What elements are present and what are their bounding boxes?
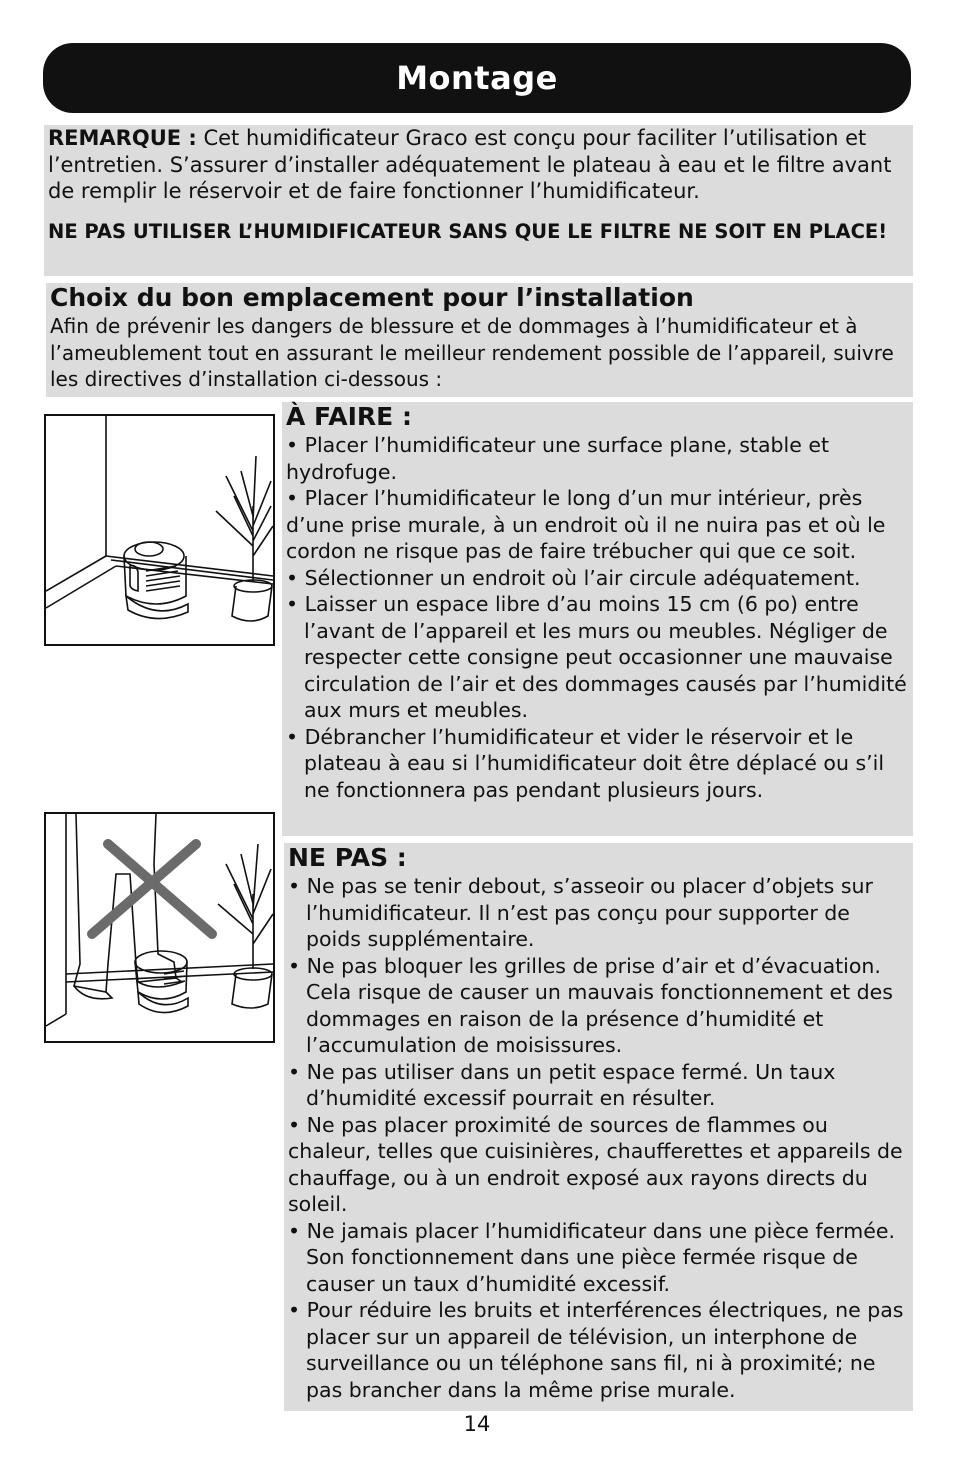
dont-list [288,873,909,1403]
humidifier-near-plant-image [46,416,273,644]
x-mark-icon [92,844,212,934]
placement-heading: Choix du bon emplacement pour l’installation [50,283,694,312]
list-item: • Débrancher l’humidificateur et vider le réservoir et le plateau à eau si l’humidificateur doit être déplacé ou s’il ne fonctionnera pas pendant plusieurs jours. [286,724,885,802]
dont-heading: NE PAS : [288,843,407,872]
note-box [44,125,913,276]
list-item: • Laisser un espace libre d’au moins 15 cm (6 po) entre l’avant de l’appareil et les murs ou meubles. Négliger de respecter cette consigne peut occasionner une mauvaise circulation de l’air et des dommages causés par l’humidité aux murs et meubles. [286,592,907,722]
list-item: • Pour réduire les bruits et interférences électriques, ne pas placer sur un appareil de télévision, un interphone de surveillance ou un téléphone sans fil, ni à proximité; ne pas brancher dans la même prise murale. [288,1298,904,1402]
page-title: Montage [396,59,558,97]
list-item: • Ne jamais placer l’humidificateur dans une pièce fermée. Son fonctionnement dans une pièce fermée risque de causer un taux d’humidité excessif. [288,1218,895,1296]
placement-intro: Afin de prévenir les dangers de blessure et de dommages à l’humidificateur et à l’ameublement tout en assurant le meilleur rendement possible de l’appareil, suivre les directives d’installation ci-dessous : [50,314,894,391]
filter-warning: NE PAS UTILISER L’HUMIDIFICATEUR SANS QUE LE FILTRE NE SOIT EN PLACE! [48,219,888,243]
page-number: 14 [463,1412,491,1436]
list-item: • Ne pas placer proximité de sources de flammes ou chaleur, telles que cuisinières, chaufferettes et appareils de chauffage, ou à un endroit exposé aux rayons directs du soleil. [288,1112,903,1216]
list-item: • Placer l’humidificateur une surface plane, stable et hydrofuge. [286,433,830,484]
placement-section [46,283,913,397]
list-item: • Placer l’humidificateur le long d’un mur intérieur, près d’une prise murale, à un endroit où il ne nuira pas et où le cordon ne risque pas de faire trébucher qui que ce soit. [286,486,886,563]
list-item: • Sélectionner un endroit où l’air circule adéquatement. [286,565,861,590]
do-section [282,402,913,836]
note-text: Cet humidificateur Graco est conçu pour faciliter l’utilisation et l’entretien. S’assurer d’installer adéquatement le plateau à eau et le filtre avant de remplir le réservoir et de faire fonctionner l’humidificateur. [48,126,892,203]
note-paragraph [48,125,909,205]
do-heading: À FAIRE : [286,402,412,431]
correct-placement-illustration [44,414,275,646]
person-standing-on-humidifier-image [46,814,273,1041]
list-item: • Ne pas bloquer les grilles de prise d’air et d’évacuation. Cela risque de causer un mauvais fonctionnement et des dommages en raison de la présence d’humidité et l’accumulation de moisissures. [288,953,893,1057]
incorrect-use-illustration [44,812,275,1043]
list-item: • Ne pas se tenir debout, s’asseoir ou placer d’objets sur l’humidificateur. Il n’est pas conçu pour supporter de poids supplémentaire. [288,874,873,951]
list-item: • Ne pas utiliser dans un petit espace fermé. Un taux d’humidité excessif pourrait en résulter. [288,1059,836,1110]
title-bar [43,43,911,113]
note-label: REMARQUE : [48,126,197,150]
dont-section [284,843,913,1411]
do-list [286,432,909,803]
